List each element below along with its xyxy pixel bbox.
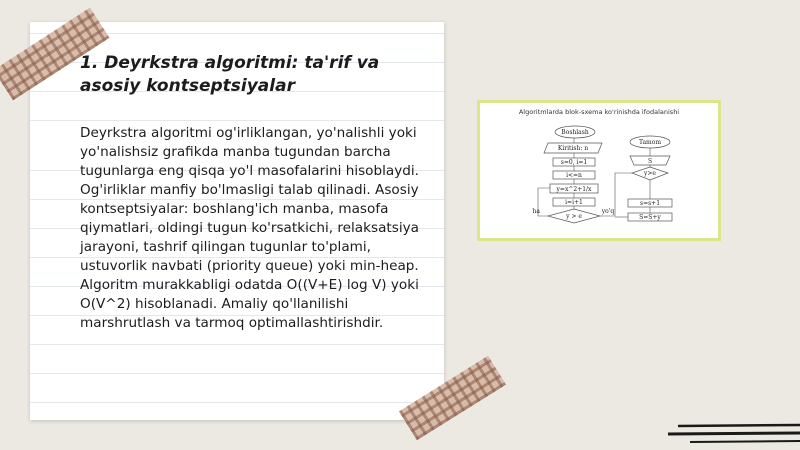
label-end: Tamom	[638, 139, 662, 146]
label-init-1: s=0, i=1	[560, 159, 588, 166]
label-input: Kiritish: n	[557, 145, 589, 152]
flowchart-figure	[477, 100, 721, 241]
label-output: S	[647, 158, 653, 165]
label-sum: s=s+1	[639, 200, 661, 207]
label-no: yo'q	[601, 208, 615, 215]
label-calc: y=x^2+1/x	[556, 186, 592, 193]
decorative-stripes	[660, 420, 800, 450]
label-init-2: i<=n	[566, 172, 582, 179]
label-check: y>e	[644, 170, 656, 177]
flowchart-caption: Algoritmlarda blok-sxema ko'rinishda ifodalanishi	[518, 108, 680, 116]
label-result: S=S+y	[639, 214, 661, 221]
label-yes: ha	[532, 208, 540, 215]
label-start: Boshlash	[561, 129, 589, 136]
slide-body-text: Deyrkstra algoritmi og'irliklangan, yo'nalishli yoki yo'nalishsiz grafikda manba tugundan barcha tugunlarga eng qisqa yo'l masofalarini hisoblaydi. Og'irliklar manfiy bo'lmasligi talab qilinadi. Asosiy kontseptsiyalar: boshlang'ich manba, masofa qiymatlari, oldingi tugun ko'rsatkichi, relaksatsiya jarayoni, tashrif qilingan tugunlar to'plami, ustuvorlik navbati (priority queue) yoki min-heap. Algoritm murakkabligi odatda O((V+E) log V) yoki O(V^2) hisoblanadi. Amaliy qo'llanilishi marshrutlash va tarmoq optimallashtirishdir.	[80, 125, 420, 331]
label-cond: y > e	[566, 213, 582, 220]
flowchart-diagram	[480, 103, 718, 238]
slide-title: 1. Deyrkstra algoritmi: ta'rif va asosiy kontseptsiyalar	[80, 53, 380, 96]
label-step: i=i+1	[565, 199, 583, 206]
